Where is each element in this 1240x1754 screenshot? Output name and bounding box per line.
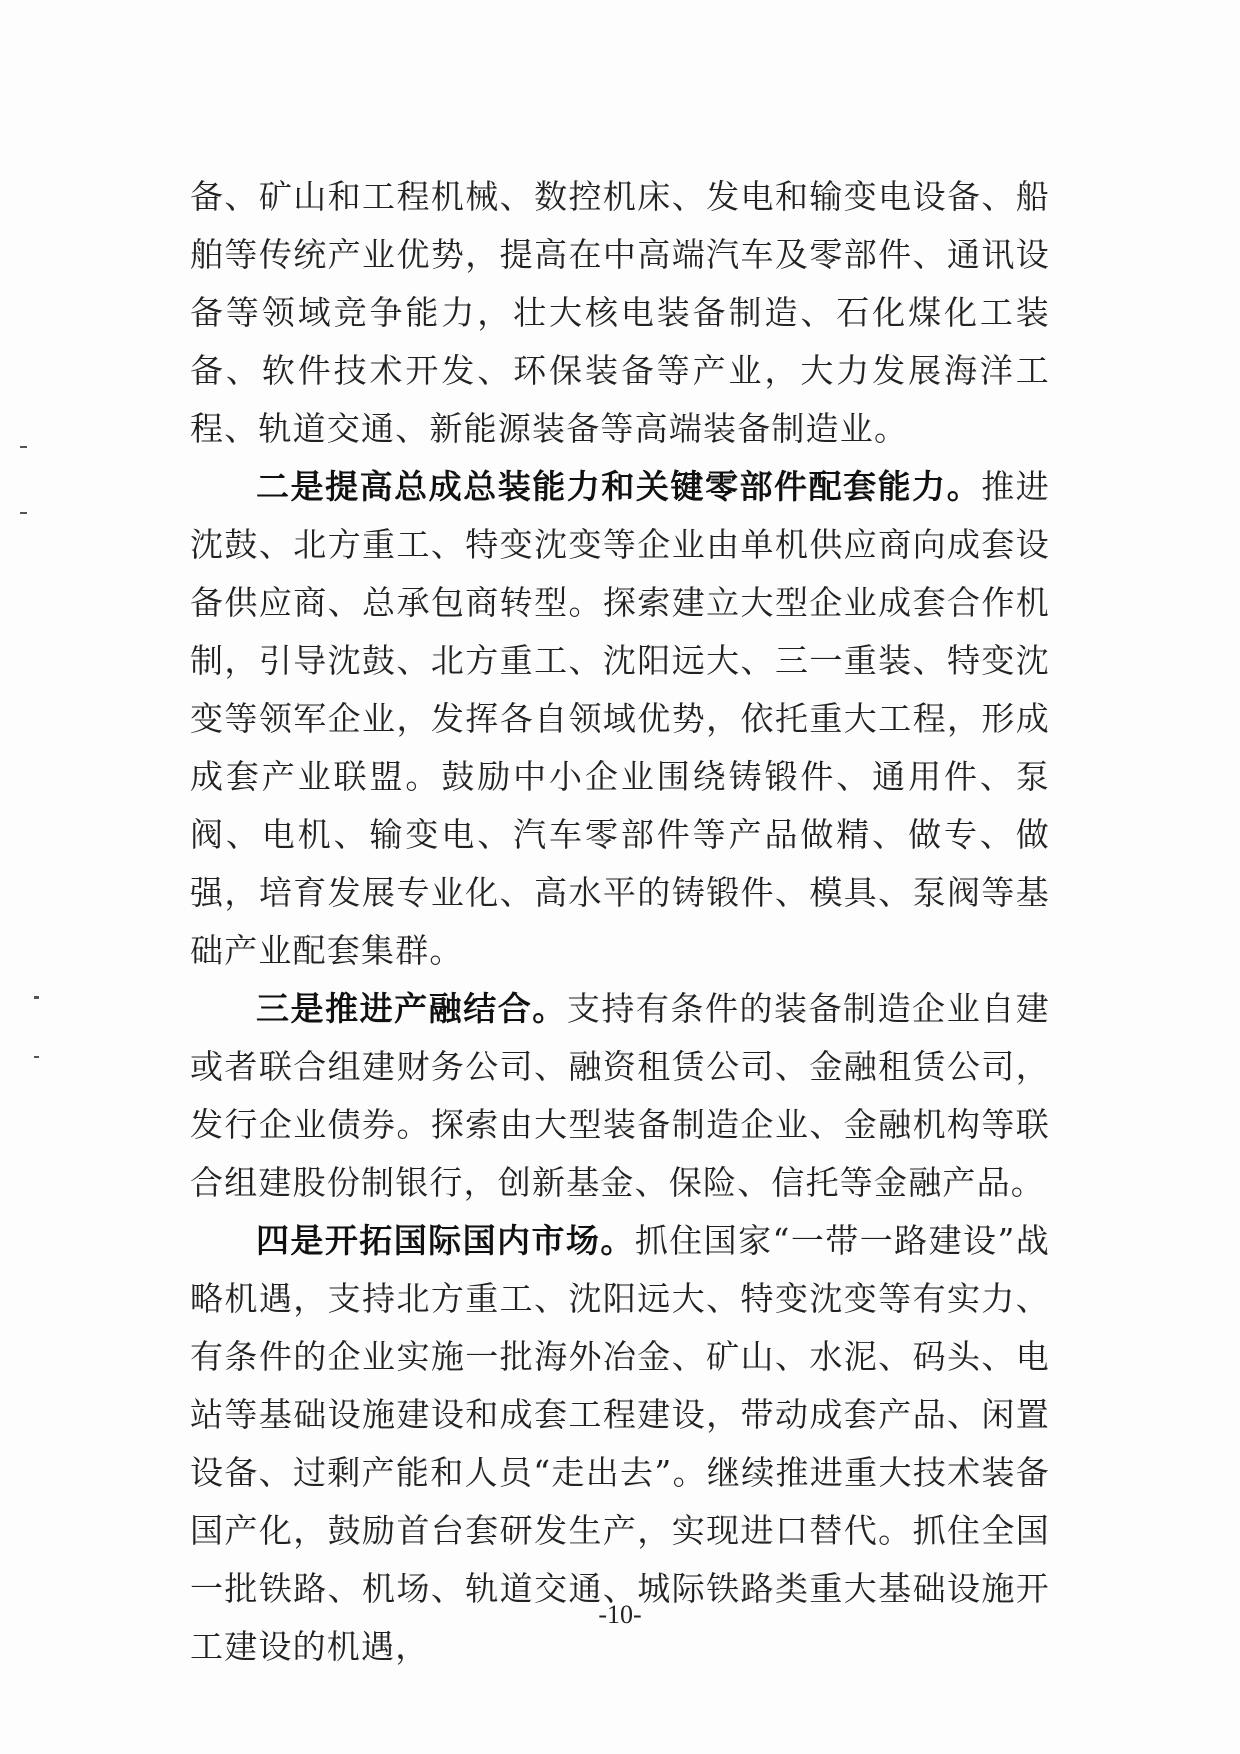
page-number: -10- xyxy=(598,1600,642,1629)
margin-mark xyxy=(20,446,27,448)
paragraph-heading: 三是推进产融结合。 xyxy=(256,989,567,1028)
paragraph-heading: 四是开拓国际国内市场。 xyxy=(256,1221,635,1260)
paragraph-text: 备、矿山和工程机械、数控机床、发电和输变电设备、船舶等传统产业优势，提高在中高端汽车及零部件、通讯设备等领域竞争能力，壮大核电装备制造、石化煤化工装备、软件技术开发、环保装备等产业，大力发展海洋工程、轨道交通、新能源装备等高端装备制造业。 xyxy=(190,177,1050,448)
paragraph-heading: 二是提高总成总装能力和关键零部件配套能力。 xyxy=(256,467,982,506)
margin-mark xyxy=(34,1056,39,1058)
paragraph-item-3 xyxy=(190,980,1050,1212)
document-body xyxy=(190,168,1050,1676)
margin-mark xyxy=(34,996,39,999)
margin-mark xyxy=(20,512,27,514)
paragraph-text: 支持有条件的装备制造企业自建或者联合组建财务公司、融资租赁公司、金融租赁公司，发行企业债券。探索由大型装备制造企业、金融机构等联合组建股份制银行，创新基金、保险、信托等金融产品。 xyxy=(190,989,1050,1202)
paragraph-text: 推进沈鼓、北方重工、特变沈变等企业由单机供应商向成套设备供应商、总承包商转型。探索建立大型企业成套合作机制，引导沈鼓、北方重工、沈阳远大、三一重装、特变沈变等领军企业，发挥各自领域优势，依托重大工程，形成成套产业联盟。鼓励中小企业围绕铸锻件、通用件、泵阀、电机、输变电、汽车零部件等产品做精、做专、做强，培育发展专业化、高水平的铸锻件、模具、泵阀等基础产业配套集群。 xyxy=(190,467,1051,970)
paragraph-item-2 xyxy=(190,458,1050,980)
paragraph-continued xyxy=(190,168,1050,458)
paragraph-text: 抓住国家“一带一路建设”战略机遇，支持北方重工、沈阳远大、特变沈变等有实力、有条件的企业实施一批海外冶金、矿山、水泥、码头、电站等基础设施建设和成套工程建设，带动成套产品、闲置设备、过剩产能和人员“走出去”。继续推进重大技术装备国产化，鼓励首台套研发生产，实现进口替代。抓住全国一批铁路、机场、轨道交通、城际铁路类重大基础设施开工建设的机遇， xyxy=(190,1221,1050,1666)
